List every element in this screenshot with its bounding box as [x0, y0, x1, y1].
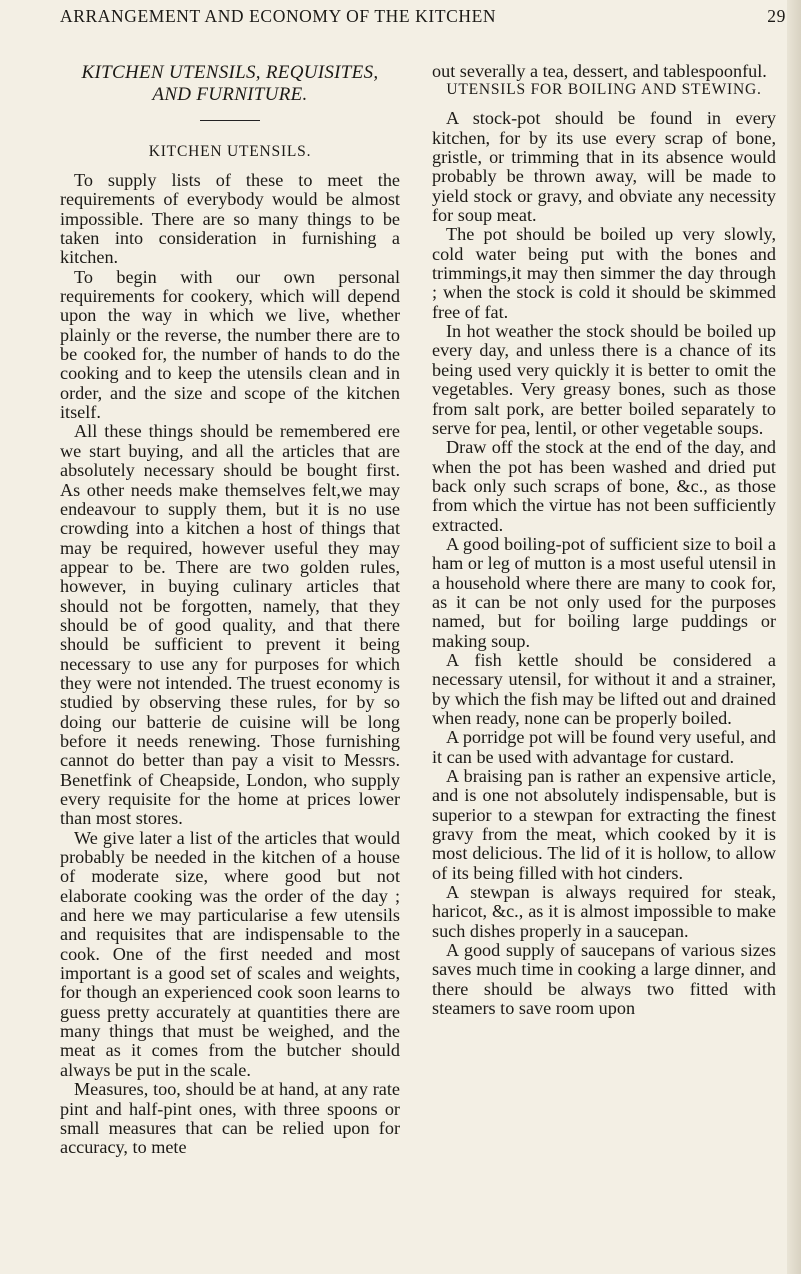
subheading-kitchen-utensils: KITCHEN UTENSILS. — [148, 143, 312, 160]
paragraph: A good supply of saucepans of various sizes saves much time in cooking a large dinner, and there should be always two fitted with steamers to save room upon — [432, 940, 776, 1019]
section-title: KITCHEN UTENSILS, REQUISITES, AND FURNITURE. — [81, 62, 379, 105]
paragraph: We give later a list of the articles that would probably be needed in the kitchen of a house of moderate size, where good but not elaborate cooking was the order of the day ; and here we may particularise a few utensils and requisites that are indispensable to the cook. One of the first needed and most important is a good set of scales and weights, for though an experienced cook soon learns to guess pretty accurately at quantities there are many things that must be weighed, and the meat as it comes from the butcher should always be put in the scale. — [60, 827, 400, 1080]
running-title: ARRANGEMENT AND ECONOMY OF THE KITCHEN — [60, 6, 497, 26]
subheading-boiling-stewing: UTENSILS FOR BOILING AND STEWING. — [446, 81, 762, 99]
paragraph: Measures, too, should be at hand, at any rate pint and half-pint ones, with three spoons or small measures that can be relied upon for accuracy, to mete — [60, 1079, 400, 1158]
paragraph: A fish kettle should be considered a necessary utensil, for without it and a strainer, by which the fish may be lifted out and drained when ready, none can be properly boiled. — [432, 649, 776, 728]
running-head — [60, 6, 786, 36]
page-number: 29 — [767, 6, 786, 26]
paragraph: A porridge pot will be found very useful, and it can be used with advantage for custard. — [432, 727, 776, 767]
left-column — [60, 62, 400, 1158]
continued-text: out severally a tea, dessert, and tablespoonful. — [432, 61, 767, 81]
page-edge — [787, 0, 801, 1274]
right-column — [432, 62, 776, 1019]
paragraph: A braising pan is rather an expensive article, and is one not absolutely indispensable, but is superior to a stewpan for extracting the finest gravy from the meat, which cooked by it is most delicious. The lid of it is hollow, to allow of its being filled with hot cinders. — [432, 766, 776, 883]
paragraph: A stock-pot should be found in every kitchen, for by its use every scrap of bone, gristle, or trimming that in its absence would probably be thrown away, will be made to yield stock or gravy, and obviate any necessity for soup meat. — [432, 108, 776, 226]
section-rule — [200, 120, 260, 121]
paragraph: A stewpan is always required for steak, haricot, &c., as it is almost impossible to make such dishes properly in a saucepan. — [432, 882, 776, 941]
paragraph: To begin with our own personal requirements for cookery, which will depend upon the way in which we live, whether plainly or the reverse, the number there are to be cooked for, the number of hands to do the cooking and to keep the utensils clean and in order, and the size and scope of the kitchen itself. — [60, 266, 400, 423]
paragraph: The pot should be boiled up very slowly, cold water being put with the bones and trimmings,it may then simmer the day through ; when the stock is cold it should be skimmed free of fat. — [432, 224, 776, 322]
paragraph: Draw off the stock at the end of the day, and when the pot has been washed and dried put back only such scraps of bone, &c., as those from which the virtue has not been sufficiently extracted. — [432, 437, 776, 535]
paragraph: All these things should be remembered ere we start buying, and all the articles that are absolutely necessary should be bought first. As other needs make themselves felt,we may endeavour to supply them, but it is no use crowding into a kitchen a host of things that may be required, however useful they may appear to be. There are two golden rules, however, in buying culinary articles that should not be forgotten, namely, that they should be of good quality, and that there should be sufficient to prevent it being necessary to use any for purposes for which they were not intended. The truest economy is studied by observing these rules, for by so doing our batterie de cuisine will be long before it needs renewing. Those furnishing cannot do better than pay a visit to Messrs. Benetfink of Cheapside, London, who supply every requisite for the home at prices lower than most stores. — [60, 421, 400, 829]
paragraph: To supply lists of these to meet the requirements of everybody would be almost impossible. There are so many things to be taken into consideration in furnishing a kitchen. — [60, 170, 400, 268]
paragraph: A good boiling-pot of sufficient size to boil a ham or leg of mutton is a most useful utensil in a household where there are many to cook for, as it can be not only used for the purposes named, but for boiling large puddings or making soup. — [432, 533, 776, 651]
paragraph: In hot weather the stock should be boiled up every day, and unless there is a chance of its being used very quickly it is better to omit the vegetables. Very greasy bones, such as those from salt pork, are better boiled separately to serve for pea, lentil, or other vegetable soups. — [432, 321, 776, 438]
